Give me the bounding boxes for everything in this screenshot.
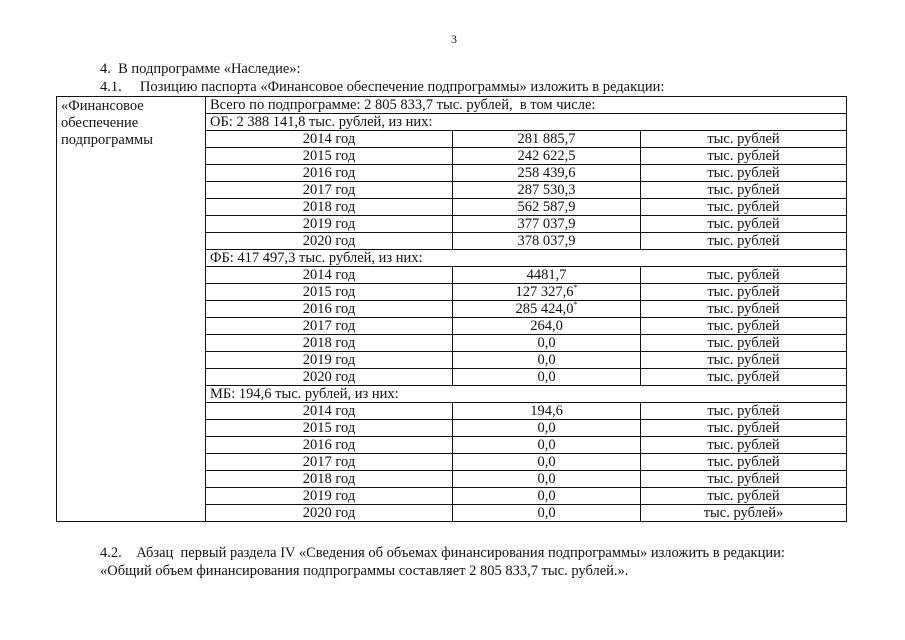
total-line: Всего по подпрограмме: 2 805 833,7 тыс. рублей, в том числе: (206, 97, 847, 114)
page-number: 3 (451, 32, 457, 46)
value-cell (453, 131, 641, 148)
value-text: 0,0 (537, 352, 556, 368)
unit-cell: тыс. рублей (641, 233, 847, 250)
left-label: «Финансовое обеспечение подпрограммы (57, 97, 206, 522)
value-cell (453, 454, 641, 471)
value-cell (453, 267, 641, 284)
unit-cell: тыс. рублей (641, 471, 847, 488)
value-cell (453, 318, 641, 335)
value-cell (453, 148, 641, 165)
year-cell: 2020 год (206, 505, 453, 522)
unit-cell: тыс. рублей (641, 216, 847, 233)
value-text: 258 439,6 (517, 165, 576, 181)
year-cell: 2019 год (206, 488, 453, 505)
value-text: 0,0 (537, 471, 556, 487)
value-cell (453, 437, 641, 454)
value-text: 0,0 (537, 420, 556, 436)
year-cell: 2014 год (206, 403, 453, 420)
unit-cell: тыс. рублей (641, 437, 847, 454)
year-cell: 2020 год (206, 369, 453, 386)
section-header: МБ: 194,6 тыс. рублей, из них: (206, 386, 847, 403)
value-cell (453, 335, 641, 352)
unit-cell: тыс. рублей (641, 148, 847, 165)
value-cell (453, 199, 641, 216)
unit-cell: тыс. рублей (641, 301, 847, 318)
value-cell (453, 301, 641, 318)
value-text: 0,0 (537, 437, 556, 453)
section-header: ФБ: 417 497,3 тыс. рублей, из них: (206, 250, 847, 267)
value-text: 4481,7 (526, 267, 567, 283)
value-text: 0,0 (537, 454, 556, 470)
value-cell (453, 216, 641, 233)
year-cell: 2020 год (206, 233, 453, 250)
year-cell: 2017 год (206, 318, 453, 335)
unit-cell: тыс. рублей (641, 131, 847, 148)
section-heading: 4. В подпрограмме «Наследие»: (100, 61, 301, 77)
value-cell (453, 284, 641, 301)
footnote-mark: * (573, 283, 578, 292)
unit-cell: тыс. рублей (641, 335, 847, 352)
unit-cell: тыс. рублей (641, 165, 847, 182)
year-cell: 2016 год (206, 301, 453, 318)
year-cell: 2014 год (206, 267, 453, 284)
year-cell: 2016 год (206, 165, 453, 182)
value-text: 378 037,9 (517, 233, 576, 249)
value-text: 281 885,7 (517, 131, 576, 147)
year-cell: 2014 год (206, 131, 453, 148)
table-row (57, 97, 847, 114)
unit-cell: тыс. рублей (641, 284, 847, 301)
year-cell: 2015 год (206, 420, 453, 437)
value-text: 0,0 (537, 369, 556, 385)
value-text: 0,0 (537, 505, 556, 521)
value-text: 287 530,3 (517, 182, 576, 198)
year-cell: 2015 год (206, 148, 453, 165)
section-header: ОБ: 2 388 141,8 тыс. рублей, из них: (206, 114, 847, 131)
value-text: 377 037,9 (517, 216, 576, 232)
financing-table (56, 96, 847, 522)
paragraph-4-2: 4.2. Абзац первый раздела IV «Сведения об объемах финансирования подпрограммы» изложить в редакции: (100, 545, 785, 561)
value-cell (453, 420, 641, 437)
closing-paragraph: «Общий объем финансирования подпрограммы составляет 2 805 833,7 тыс. рублей.». (100, 563, 629, 579)
unit-cell: тыс. рублей (641, 420, 847, 437)
value-text: 194,6 (530, 403, 563, 419)
year-cell: 2018 год (206, 471, 453, 488)
year-cell: 2016 год (206, 437, 453, 454)
intro-paragraph: 4.1. Позицию паспорта «Финансовое обеспечение подпрограммы» изложить в редакции: (100, 79, 665, 95)
value-text: 264,0 (530, 318, 563, 334)
value-text: 0,0 (537, 488, 556, 504)
value-text: 285 424,0 (515, 301, 574, 317)
unit-cell: тыс. рублей (641, 182, 847, 199)
unit-cell: тыс. рублей (641, 454, 847, 471)
value-cell (453, 403, 641, 420)
unit-cell: тыс. рублей (641, 352, 847, 369)
value-cell (453, 471, 641, 488)
unit-cell: тыс. рублей» (641, 505, 847, 522)
value-cell (453, 505, 641, 522)
year-cell: 2015 год (206, 284, 453, 301)
year-cell: 2017 год (206, 182, 453, 199)
value-cell (453, 488, 641, 505)
year-cell: 2019 год (206, 352, 453, 369)
value-text: 242 622,5 (517, 148, 576, 164)
year-cell: 2017 год (206, 454, 453, 471)
year-cell: 2018 год (206, 335, 453, 352)
value-text: 562 587,9 (517, 199, 576, 215)
value-cell (453, 369, 641, 386)
value-cell (453, 233, 641, 250)
value-cell (453, 165, 641, 182)
unit-cell: тыс. рублей (641, 369, 847, 386)
unit-cell: тыс. рублей (641, 199, 847, 216)
value-text: 127 327,6 (515, 284, 574, 300)
unit-cell: тыс. рублей (641, 318, 847, 335)
unit-cell: тыс. рублей (641, 267, 847, 284)
unit-cell: тыс. рублей (641, 403, 847, 420)
value-cell (453, 182, 641, 199)
value-text: 0,0 (537, 335, 556, 351)
year-cell: 2018 год (206, 199, 453, 216)
unit-cell: тыс. рублей (641, 488, 847, 505)
footnote-mark: * (573, 300, 578, 309)
year-cell: 2019 год (206, 216, 453, 233)
value-cell (453, 352, 641, 369)
